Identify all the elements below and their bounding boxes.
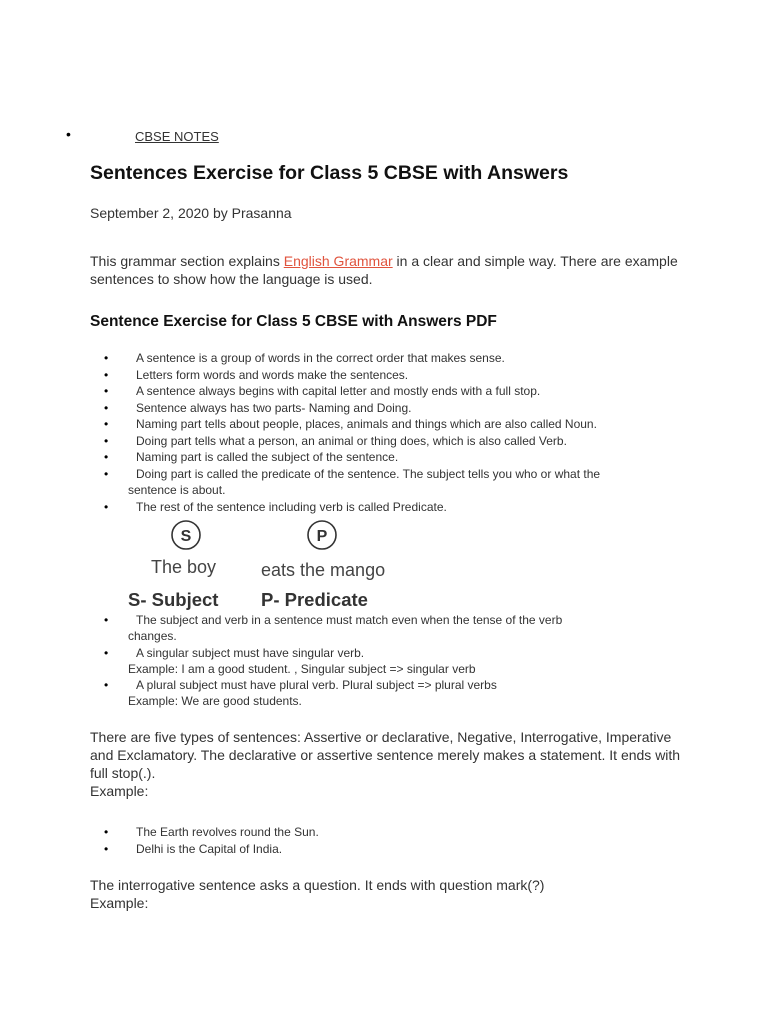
predicate-example-text: eats the mango [261,560,386,580]
list-item-text: Letters form words and words make the sentences. [136,367,409,382]
list-item-text-wrap: sentence is about. [128,483,226,497]
list-item-text: The rest of the sentence including verb is called Predicate. [136,499,447,514]
list-item-text: Doing part is called the predicate of the sentence. The subject tells you who or what the [136,466,601,481]
list-item [104,433,684,450]
english-grammar-link[interactable]: English Grammar [283,253,393,269]
subject-predicate-diagram [120,516,420,616]
sentence-types-text: There are five types of sentences: Assertive or declarative, Negative, Interrogative, Imperative and Exclamatory. The declarative or assertive sentence merely makes a statement. It ends with full stop(.). [90,729,681,781]
list-item [104,677,684,710]
bullet-icon: • [104,384,109,398]
bullet-icon: • [104,825,109,839]
example-label: Example: [90,783,149,799]
list-item-text: Delhi is the Capital of India. [136,842,283,856]
list-item-text: The subject and verb in a sentence must match even when the tense of the verb [136,613,563,627]
list-item [104,612,684,645]
list-item [104,841,684,858]
bullet-icon: • [104,466,109,481]
list-item [104,449,684,466]
breadcrumb-bullet: • [66,126,71,142]
list-item [104,416,684,433]
interrogative-paragraph [90,876,690,912]
predicate-label: P- Predicate [261,589,368,610]
list-item-text: Sentence always has two parts- Naming and Doing. [136,400,412,415]
bullet-icon: • [104,613,109,627]
predicate-letter: P [316,528,328,545]
list-item [104,824,684,841]
subject-label: S- Subject [128,589,219,610]
category-link-cbse-notes[interactable]: CBSE NOTES [135,129,219,144]
intro-text-before: This grammar section explains [90,253,284,269]
bullet-icon: • [104,400,109,415]
list-item-text: Doing part tells what a person, an animal or thing does, which is also called Verb. [136,433,567,448]
list-item-text-wrap: changes. [128,629,177,644]
list-item-text: The Earth revolves round the Sun. [136,825,319,839]
list-item-text: A singular subject must have singular verb. [136,645,365,660]
list-item-text: A plural subject must have plural verb. Plural subject => plural verbs [136,678,497,693]
bullet-icon: • [104,367,109,382]
list-item [104,400,684,417]
bullet-icon: • [104,450,109,464]
list-item-text: A sentence is a group of words in the correct order that makes sense. [136,351,505,365]
list-item [104,645,684,678]
post-meta: September 2, 2020 by Prasanna [90,205,292,221]
page-title: Sentences Exercise for Class 5 CBSE with Answers [90,162,569,184]
example-label: Example: [90,895,149,911]
subject-example-text: The boy [151,557,217,577]
list-item-text: Naming part tells about people, places, animals and things which are also called Noun. [136,417,597,431]
bullet-icon: • [104,433,109,448]
intro-paragraph [90,252,690,288]
list-item-text: A sentence always begins with capital letter and mostly ends with a full stop. [136,384,541,398]
list-item-text: Naming part is called the subject of the sentence. [136,450,399,464]
interrogative-text: The interrogative sentence asks a question. It ends with question mark(?) [90,877,545,893]
bullet-icon: • [104,499,109,514]
bullet-icon: • [104,645,109,660]
example-plural: Example: We are good students. [128,694,302,709]
list-item [104,499,684,516]
agreement-rules-list [104,612,684,710]
subject-letter: S [180,528,192,545]
sentence-rules-list [104,350,684,515]
intro-text-after: in a clear and simple way. There are example sentences to show how the language is used. [90,253,678,287]
bullet-icon: • [104,351,109,365]
section-heading: Sentence Exercise for Class 5 CBSE with Answers PDF [90,313,497,330]
bullet-icon: • [104,842,109,856]
example-singular: Example: I am a good student. , Singular subject => singular verb [128,661,476,676]
bullet-icon: • [104,678,109,693]
list-item [104,383,684,400]
bullet-icon: • [104,417,109,431]
declarative-examples-list [104,824,684,858]
list-item [104,466,684,499]
list-item [104,367,684,384]
sentence-types-paragraph [90,728,690,800]
list-item [104,350,684,367]
